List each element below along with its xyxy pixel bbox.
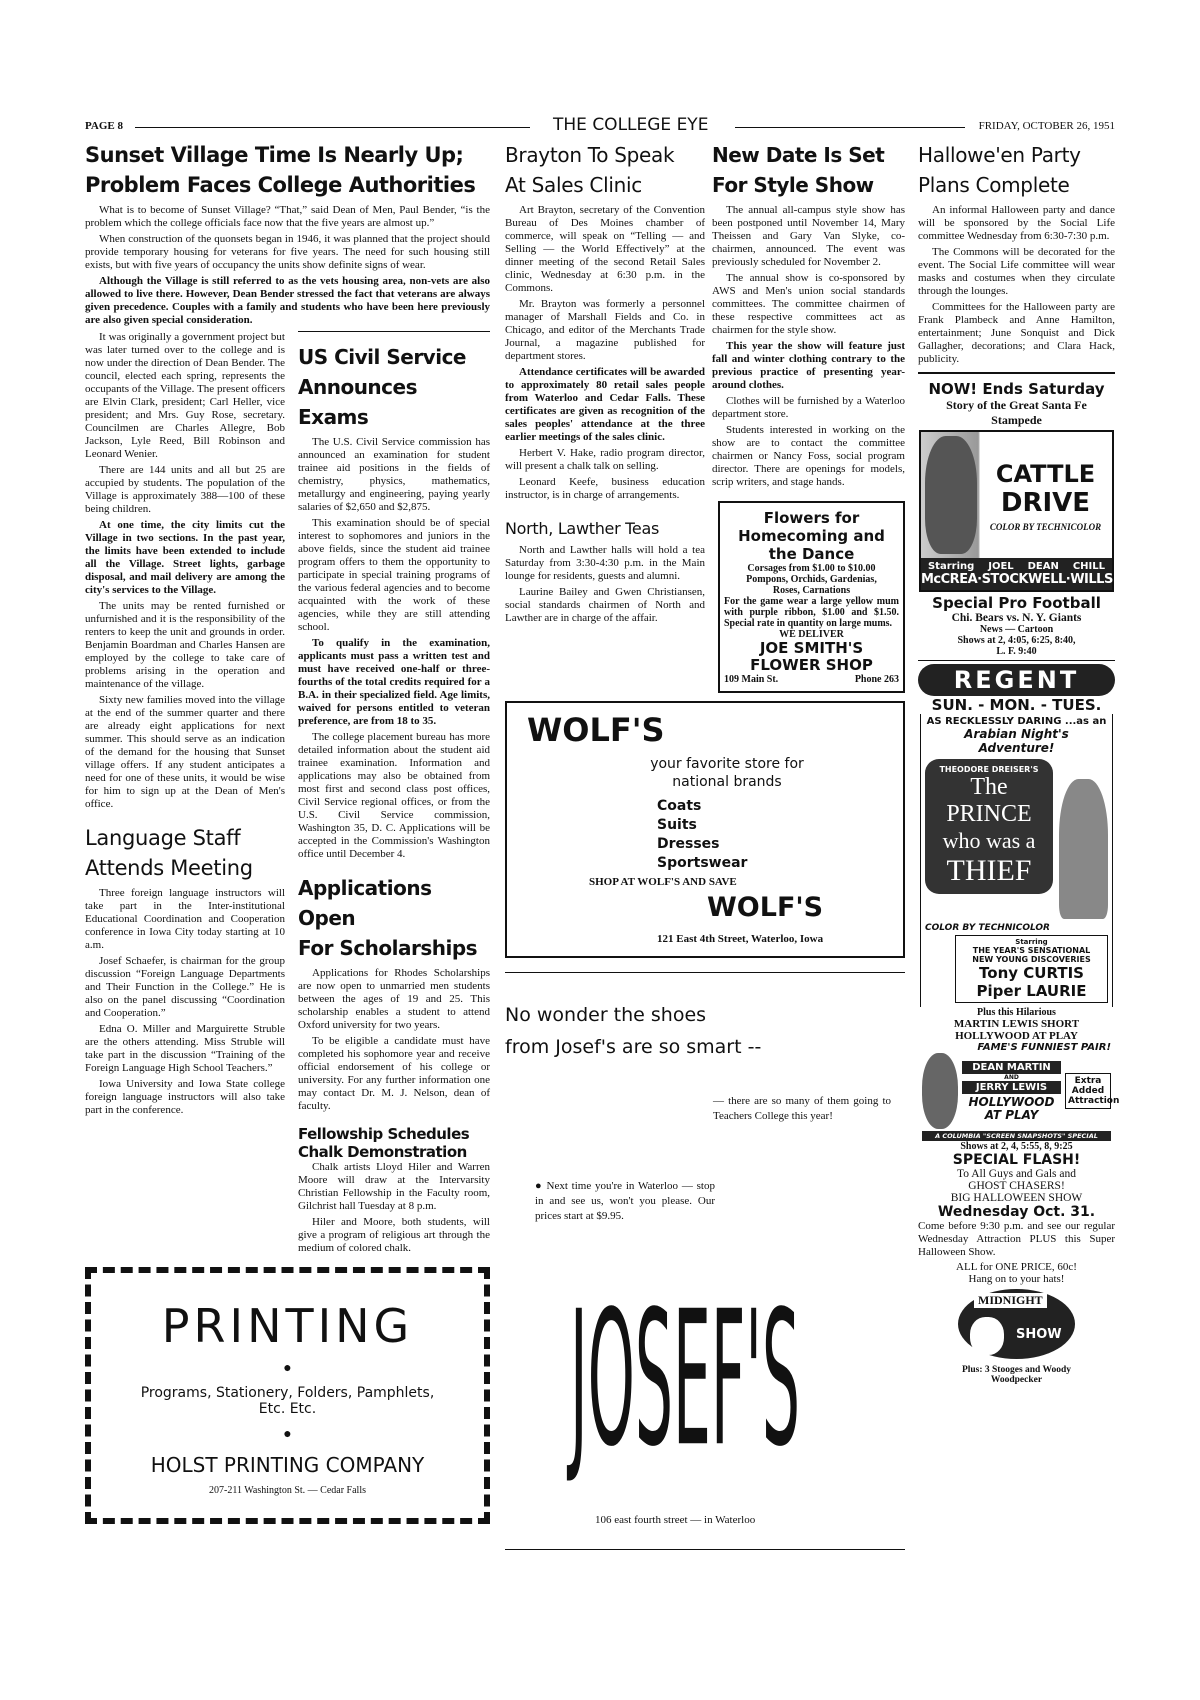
ad-text: AS RECKLESSLY DARING ...as an [926,716,1107,727]
movie-poster-hollywood-at-play [922,1042,1120,1141]
ad-text: Programs, Stationery, Folders, Pamphlets, [140,1385,435,1401]
ad-headline: NOW! Ends Saturday [928,380,1105,398]
ad-bullet [535,1179,715,1224]
left-section [85,140,490,1524]
movie-title: CATTLE [995,460,1096,488]
ad-text: Chi. Bears vs. N. Y. Giants [951,612,1082,624]
middle-section [505,140,905,1559]
paragraph: The U.S. Civil Service commission has announced an examination for student trainee aid positions in the fields of chemistry, physics, mathematics, metallurgy and engineering, paying yearly salaries of $2,650 and $2,875. [298,436,490,513]
actor-names: McCREA·STOCKWELL·WILLS [921,572,1113,587]
column-4 [712,140,905,701]
ad-text: Plus this Hilarious [977,1007,1056,1018]
paragraph: It was originally a government project but was later turned over to the college and is now under the direction of Dean Bender. The council, elected each spring, represents the occupants of the Village. The present officers are Elvin Clark, president; Carl Heller, vice president; and Mrs. Guy Rose, secretary. Councilmen are Charles Allegre, Bob Jackson, Lyle Reed, Bill Robinson and Leonard Wenier. [85,331,285,460]
bullet-icon: ● [535,1180,547,1192]
paragraph: The college placement bureau has more detailed information about the student aid trainee examination. Information and applications may also be obtained from most first and second class post offices, Civil Service regional offices, or from the U.S. Civil Service commission, Washington 35, D. C. Applications will be accepted in the Commission's Washington office until December 4. [298,731,490,860]
actor-name: Tony CURTIS [979,964,1084,982]
ad-text: THEODORE DREISER'S [939,765,1039,774]
paragraph: Students interested in working on the show are to contact the committee chairmen or Nancy Foss, social program director. There are openings for models, scrip writers, and stage hands. [712,424,905,488]
address: 121 East 4th Street, Waterloo, Iowa [657,933,824,945]
ad-text: Come before 9:30 p.m. and see our regular Wednesday Attraction PLUS this Super Halloween Show. [918,1220,1115,1258]
ad-title: Homecoming and [738,527,885,545]
headline: New Date Is Set [712,143,885,167]
ad-text: COLOR BY TECHNICOLOR [925,923,1050,933]
paragraph: Art Brayton, secretary of the Convention Bureau of Des Moines chamber of commerce, will speak on “Telling — and Selling — the World Effectively” at the dinner meeting of the second Retail Sales clinic, Wednesday at 6:30 p.m. in the Commons. [505,204,705,294]
shop-name: FLOWER SHOP [750,656,873,674]
ad-text: SHOW [1016,1327,1062,1342]
actor-name: JERRY LEWIS [962,1081,1061,1094]
ad-text: your favorite store for [650,756,804,772]
ad-text: Story of the Great Santa Fe [946,398,1087,412]
josefs-logo: JOSEF'S [569,1272,800,1490]
paragraph: The annual all-campus style show has been postponed until November 14, Mary Theissen and Gary Van Slyke, co-chairmen, announced. The event was previously scheduled for November 2. [712,204,905,268]
headline: Brayton To Speak [505,143,675,167]
ad-title: PRINTING [161,1299,414,1353]
column-3 [505,140,705,637]
actor-name: DEAN MARTIN [962,1061,1061,1074]
article-sunset-village [85,140,490,327]
paragraph: Committees for the Halloween party are Frank Plambeck and Anne Hamilton, entertainment; June Sonquist and Dick Gallagher, decorations; and Clara Hack, publicity. [918,301,1115,365]
ad-text: national brands [672,774,782,790]
showtimes: Shows at 2, 4, 5:55, 8, 9:25 [960,1141,1073,1152]
headline: US Civil Service [298,345,466,369]
paragraph: This examination should be of special interest to sophomores and juniors in the above fields, since the student aid trainee program offers to them the opportunity to participate in special training programs of the various federal agencies and to become acquainted with the work of these agencies, while they are still attending school. [298,517,490,633]
article-north-lawther [505,514,705,625]
column-5 [918,140,1120,1385]
movie-title: DRIVE [1000,488,1091,518]
headline: Hallowe'en Party [918,143,1081,167]
paragraph: Herbert V. Hake, radio program director, will present a chalk talk on selling. [505,447,705,472]
ad-text: Plus: 3 Stooges and Woody [961,1365,1072,1375]
ad-text: GHOST CHASERS! [968,1180,1065,1192]
ad-text: Hang on to your hats! [968,1273,1065,1285]
ad-text: Starring [1015,938,1048,946]
article-brayton [505,140,705,502]
ad-headline: Wednesday Oct. 31. [937,1204,1096,1220]
ad-text: Pompons, Orchids, Gardenias, [746,574,877,585]
ad-text: FAME'S FUNNIEST PAIR! [977,1042,1111,1053]
regent-logo: REGENT [918,664,1115,696]
showtimes: Shows at 2, 4:05, 6:25, 8:40, [957,635,1076,646]
ad-headline: SPECIAL FLASH! [952,1152,1081,1168]
headline: Plans Complete [918,173,1070,197]
ad-theater [918,380,1120,1385]
paragraph: Attendance certificates will be awarded to approximately 80 retail sales people from Waterloo and Cedar Falls. These certificates are given as recognition of the sales peoples' attendance at the three earlier meetings of the sales clinic. [505,366,705,443]
paragraph: At one time, the city limits cut the Village in two sections. In the past year, the limits have been extended to include all the Village. Street lights, garbage disposal, and mail delivery are among the city's services to the Village. [85,519,285,596]
ad-text: Arabian Night's Adventure! [964,727,1069,755]
brand-item: Coats [657,798,702,814]
company-name: HOLST PRINTING COMPANY [150,1453,425,1477]
ad-title: the Dance [768,545,855,563]
paragraph: To be eligible a candidate must have completed his sophomore year and receive official endorsement of his college or university. For any further information one may contact Dr. M. J. Nelson, dean of faculty. [298,1035,490,1112]
movie-title: HOLLYWOOD AT PLAY [968,1094,1055,1122]
page-number: PAGE 8 [85,120,123,132]
ad-text: MARTIN LEWIS SHORT [953,1018,1080,1030]
headline: Sunset Village Time Is Nearly Up; [85,143,464,167]
paragraph: Clothes will be furnished by a Waterloo department store. [712,395,905,420]
ad-text: AND [1004,1073,1019,1081]
paragraph: North and Lawther halls will hold a tea Saturday from 3:30-4:30 p.m. in the Main lounge for residents, guests and alumni. [505,544,705,582]
headline: Fellowship Schedules [298,1125,470,1143]
headline: For Style Show [712,173,874,197]
paragraph: Although the Village is still referred to as the vets housing area, non-vets are also allowed to live there. However, Dean Bender stressed the fact that veterans are always given precedence. Couples with a family and students who have been here previously are also given special consideration. [85,275,490,326]
ad-text: Stampede [991,413,1042,427]
headline: Attends Meeting [85,856,253,880]
ad-headline: from Josef's are so smart -- [505,1036,762,1058]
headline: Language Staff [85,826,241,850]
article-civil-service [298,342,490,861]
article-style-show [712,140,905,489]
bullet-icon: ● [283,1427,292,1442]
ad-text: For the game wear a large yellow mum with purple ribbon, $1.00 and $1.50. Special rate in quantity on large mums. [724,596,899,629]
ad-text: Starring [927,561,975,572]
wolfs-logo: WOLF'S [527,711,665,749]
paragraph: There are 144 units and all but 25 are accupied by students. The population of the Village is approximately 388—100 of these being children. [85,464,285,515]
paragraph: An informal Halloween party and dance will be sponsored by the Social Life committee Wednesday from 6:30-7:30 p.m. [918,204,1115,242]
article-halloween [918,140,1115,366]
ad-text: To All Guys and Gals and [957,1168,1076,1180]
paragraph: The annual show is co-sponsored by AWS and Men's union social standards committees. The committee chairmen of these respective committees act as chairmen for the style show. [712,272,905,336]
ad-holst-printing [85,1267,490,1524]
actor-first-name: CHILL [1072,561,1106,572]
ad-text: WE DELIVER [779,629,844,640]
paragraph: Sixty new families moved into the village at the end of the summer quarter and there are already eight applications for next summer. This should serve as an indication of the demand for the housing that Sunset village offers. If any student anticipates a need for one of these units, it would be wise for him to sign up at the Dean of Men's office. [85,694,285,810]
wolfs-logo: WOLF'S [707,892,824,923]
paper-title: THE COLLEGE EYE [545,115,716,135]
movie-title: The PRINCE [946,774,1032,827]
actor-portraits [925,436,977,554]
column-2 [298,331,490,1267]
paragraph: Applications for Rhodes Scholarships are now open to unmarried men students between the ages of 19 and 25. This scholarship enables a student to attend Oxford university for two years. [298,967,490,1031]
ad-text: COLOR BY TECHNICOLOR [989,522,1102,532]
ad-text: Next time you're in Waterloo — stop in and see us, won't you please. Our prices start at $9.95. [535,1180,715,1222]
paragraph: Iowa University and Iowa State college foreign language instructors will also take part in the conference. [85,1078,285,1116]
poster-illustration [1059,779,1108,919]
movie-poster-prince-thief [920,714,1113,1007]
ad-slogan: SHOP AT WOLF'S AND SAVE [589,876,737,888]
paragraph: To qualify in the examination, applicants must pass a written test and must have received one-half or three-fourths of the total credits required for a B.A. in their specialized field. Age limits, waived for persons entitled to veteran preference, are from 18 to 35. [298,637,490,727]
ad-wolfs [505,701,905,958]
headline: North, Lawther Teas [505,519,659,538]
ad-text: News — Cartoon [979,624,1054,635]
ad-text: Etc. Etc. [258,1401,317,1417]
paragraph: When construction of the quonsets began in 1946, it was planned that the project should provide temporary housing for veterans for five years. The need for such housing still exists, but with five years of occupancy the units show definite signs of wear. [85,233,490,271]
ad-text: BIG HALLOWEEN SHOW [950,1192,1083,1204]
ad-text: MIDNIGHT [974,1293,1047,1308]
article-scholarships [298,873,490,1113]
paragraph: Three foreign language instructors will take part in the Inter-institutional Educational Coordination and Cooperation conference in Iowa City today starting at 10 a.m. [85,887,285,951]
owl-icon [970,1317,1004,1355]
actor-first-name: DEAN [1027,561,1059,572]
paragraph: Hiler and Moore, both students, will give a program of religious art through the medium of colored chalk. [298,1216,490,1254]
ad-text: Corsages from $1.00 to $10.00 [747,563,876,574]
paragraph: Edna O. Miller and Marguirette Struble are the others attending. Miss Struble will take part in the discussion “Training of the Foreign Language High School Teachers.” [85,1023,285,1074]
address: 106 east fourth street — in Waterloo [595,1514,756,1526]
brand-item: Suits [657,817,697,833]
ad-text: Roses, Carnations [772,585,851,596]
masthead [85,115,1115,136]
ad-text: ALL for ONE PRICE, 60c! [956,1261,1077,1273]
paragraph: Laurine Bailey and Gwen Christiansen, social standards chairmen of North and Lawther are in charge of the affair. [505,586,705,624]
paragraph: Leonard Keefe, business education instructor, is in charge of arrangements. [505,476,705,501]
column-1 [85,331,285,1129]
actor-name: Piper LAURIE [976,982,1087,1000]
ad-headline: Special Pro Football [932,594,1101,612]
paragraph: Chalk artists Lloyd Hiler and Warren Moore will draw at the Intervarsity Christian Fellowship in the Faculty room, Gilchrist hall Tuesday at 8 p.m. [298,1161,490,1212]
movie-title: who was a [942,828,1036,853]
ad-text: HOLLYWOOD AT PLAY [955,1030,1078,1042]
paragraph: Mr. Brayton was formerly a personnel manager of Marshall Fields and Co. in Chicago, and editor of the Merchants Trade Journal, a magazine published for department stores. [505,298,705,362]
actor-portraits [922,1053,958,1129]
ad-text: THE YEAR'S SENSATIONAL [972,946,1091,955]
paragraph: Josef Schaefer, is chairman for the group discussion “Foreign Language Departments and Their Function in the College.” He is also on the panel discussing “Coordination and Cooperation.” [85,955,285,1019]
paragraph: The Commons will be decorated for the event. The Social Life committee will wear masks and costumes when they circulate through the lounges. [918,246,1115,297]
movie-title: THIEF [946,854,1032,887]
paragraph: The units may be rented furnished or unfurnished and it is the responsibility of the renters to keep the unit and grounds in order. Benjamin Boardman and Charles Hansen are employed by the college to take care of problems arising in the operation and maintenance of the village. [85,600,285,690]
actor-first-name: JOEL [988,561,1014,572]
movie-poster-cattle-drive [919,430,1114,592]
ad-title: Flowers for [763,509,860,527]
headline: Chalk Demonstration [298,1143,467,1161]
brand-item: Sportswear [657,855,748,871]
ad-headline: No wonder the shoes [505,1004,707,1026]
headline: Applications Open [298,876,432,930]
ad-text: Woodpecker [990,1375,1043,1385]
headline: Announces Exams [298,375,417,429]
paragraph: What is to become of Sunset Village? “That,” said Dean of Men, Paul Bender, “is the problem which the college officials face now that the five years are almost up.” [85,204,490,229]
headline: For Scholarships [298,936,478,960]
showtimes: L. F. 9:40 [996,646,1037,657]
address: 109 Main St. [724,674,779,685]
bullet-icon: ● [283,1361,292,1376]
headline: Problem Faces College Authorities [85,173,476,197]
ad-text: NEW YOUNG DISCOVERIES [972,955,1091,964]
midnight-show-logo [958,1285,1075,1365]
ad-josefs [505,999,905,1559]
brand-item: Dresses [657,836,720,852]
issue-date: FRIDAY, OCTOBER 26, 1951 [976,120,1115,132]
ad-headline: SUN. - MON. - TUES. [931,696,1102,714]
ad-text: Extra Added Attraction [1065,1073,1111,1109]
address: 207-211 Washington St. — Cedar Falls [209,1485,366,1496]
phone: Phone 263 [854,674,899,685]
ad-text: A COLUMBIA "SCREEN SNAPSHOTS" SPECIAL [922,1131,1111,1141]
paragraph: This year the show will feature just fall and winter clothing contrary to the previous practice of presenting year-around clothes. [712,340,905,391]
article-language-staff [85,823,285,1117]
article-sunset-village-continued [85,331,285,811]
ad-text: — there are so many of them going to Teachers College this year! [713,1095,891,1122]
ad-joe-smiths-flowers [718,501,905,693]
article-fellowship [298,1125,490,1255]
shop-name: JOE SMITH'S [759,639,864,657]
headline: At Sales Clinic [505,173,642,197]
